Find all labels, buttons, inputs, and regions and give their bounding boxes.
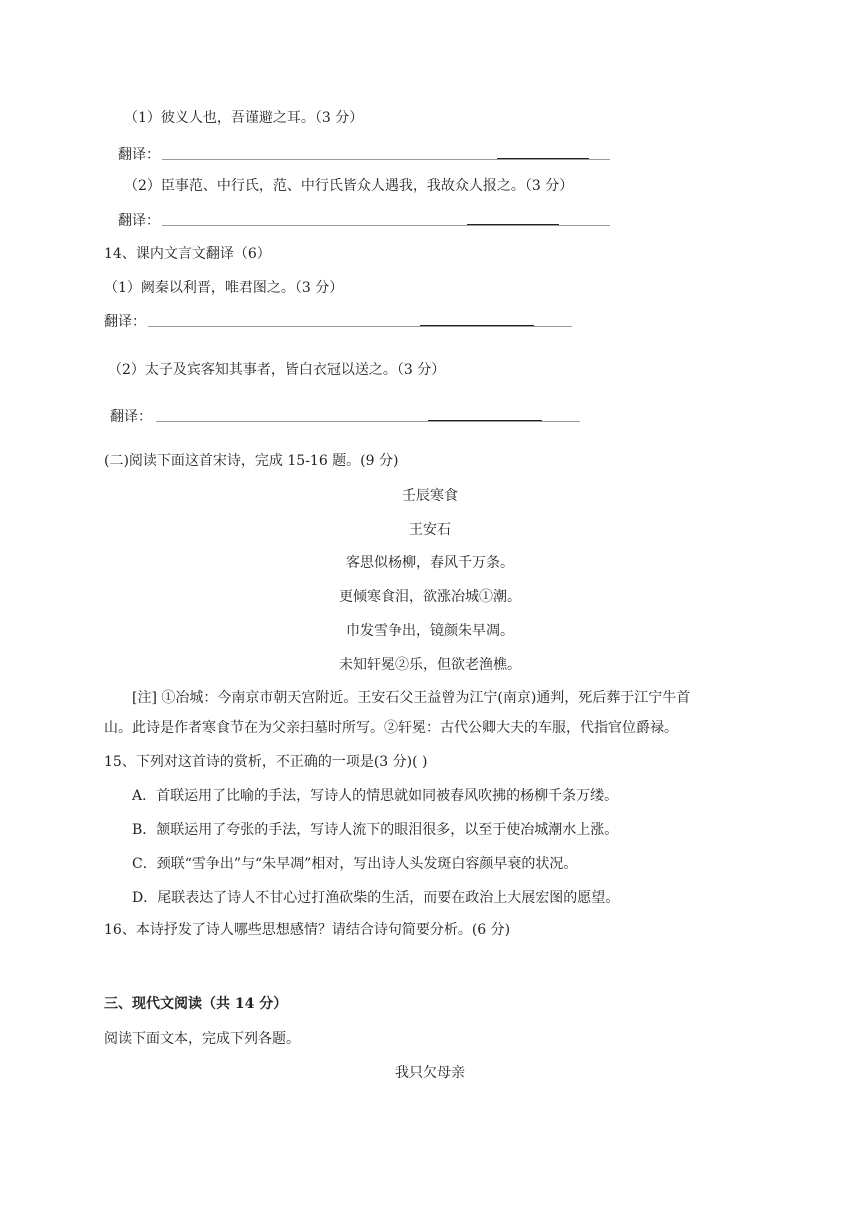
q15-option-a[interactable]: A．首联运用了比喻的手法，写诗人的情思就如同被春风吹拂的杨柳千条万缕。 [132, 788, 619, 804]
q16-stem: 16、本诗抒发了诗人哪些思想感情？请结合诗句简要分析。(6 分) [104, 922, 511, 938]
q14-item-2: （2）太子及宾客知其事者，皆白衣冠以送之。（3 分） [108, 362, 446, 378]
article-title: 我只欠母亲 [395, 1065, 465, 1081]
poem-note-line-1: [注] ①冶城：今南京市朝天宫附近。王安石父王益曾为江宁(南京)通判，死后葬于江宁牛首 [132, 690, 691, 706]
q13-item-2: （2）臣事范、中行氏，范、中行氏皆众人遇我，我故众人报之。（3 分） [124, 178, 574, 194]
q13-item-1: （1）彼义人也，吾谨避之耳。（3 分） [124, 110, 364, 126]
section-3-instruction: 阅读下面文本，完成下列各题。 [104, 1031, 300, 1047]
translation-label: 翻译： [104, 314, 146, 330]
answer-line[interactable] [148, 326, 572, 327]
q15-option-c[interactable]: C．颈联“雪争出”与“朱早凋”相对，写出诗人头发斑白容颜早衰的状况。 [132, 856, 578, 872]
poem-title: 壬辰寒食 [402, 488, 458, 504]
q15-stem: 15、下列对这首诗的赏析，不正确的一项是(3 分)( ) [104, 754, 428, 770]
poem-line-1: 客思似杨柳，春风千万条。 [346, 555, 514, 571]
poem-line-2: 更倾寒食泪，欲涨冶城①潮。 [339, 589, 521, 605]
q14-item-1: （1）阙秦以利晋，唯君图之。（3 分） [104, 280, 344, 296]
q15-option-d[interactable]: D．尾联表达了诗人不甘心过打渔砍柴的生活，而要在政治上大展宏图的愿望。 [132, 890, 620, 906]
translation-label: 翻译： [118, 213, 160, 229]
poem-line-4: 未知轩冕②乐，但欲老渔樵。 [339, 657, 521, 673]
answer-line[interactable] [156, 421, 580, 422]
translation-label: 翻译： [118, 147, 160, 163]
answer-line[interactable] [162, 225, 610, 226]
translation-label: 翻译： [110, 409, 152, 425]
answer-line[interactable] [162, 159, 610, 160]
poem-line-3: 巾发雪争出，镜颜朱早凋。 [346, 623, 514, 639]
section-3-heading: 三、现代文阅读（共 14 分） [104, 996, 288, 1012]
poem-note-line-2: 山。此诗是作者寒食节在为父亲扫墓时所写。②轩冕：古代公卿大夫的车服，代指官位爵禄。 [104, 720, 678, 736]
poem-author: 王安石 [409, 522, 451, 538]
q14-heading: 14、课内文言文翻译（6） [104, 246, 271, 262]
q15-option-b[interactable]: B．颔联运用了夸张的手法，写诗人流下的眼泪很多，以至于使冶城潮水上涨。 [132, 822, 619, 838]
section-2-intro: (二)阅读下面这首宋诗，完成 15-16 题。(9 分) [104, 453, 399, 469]
